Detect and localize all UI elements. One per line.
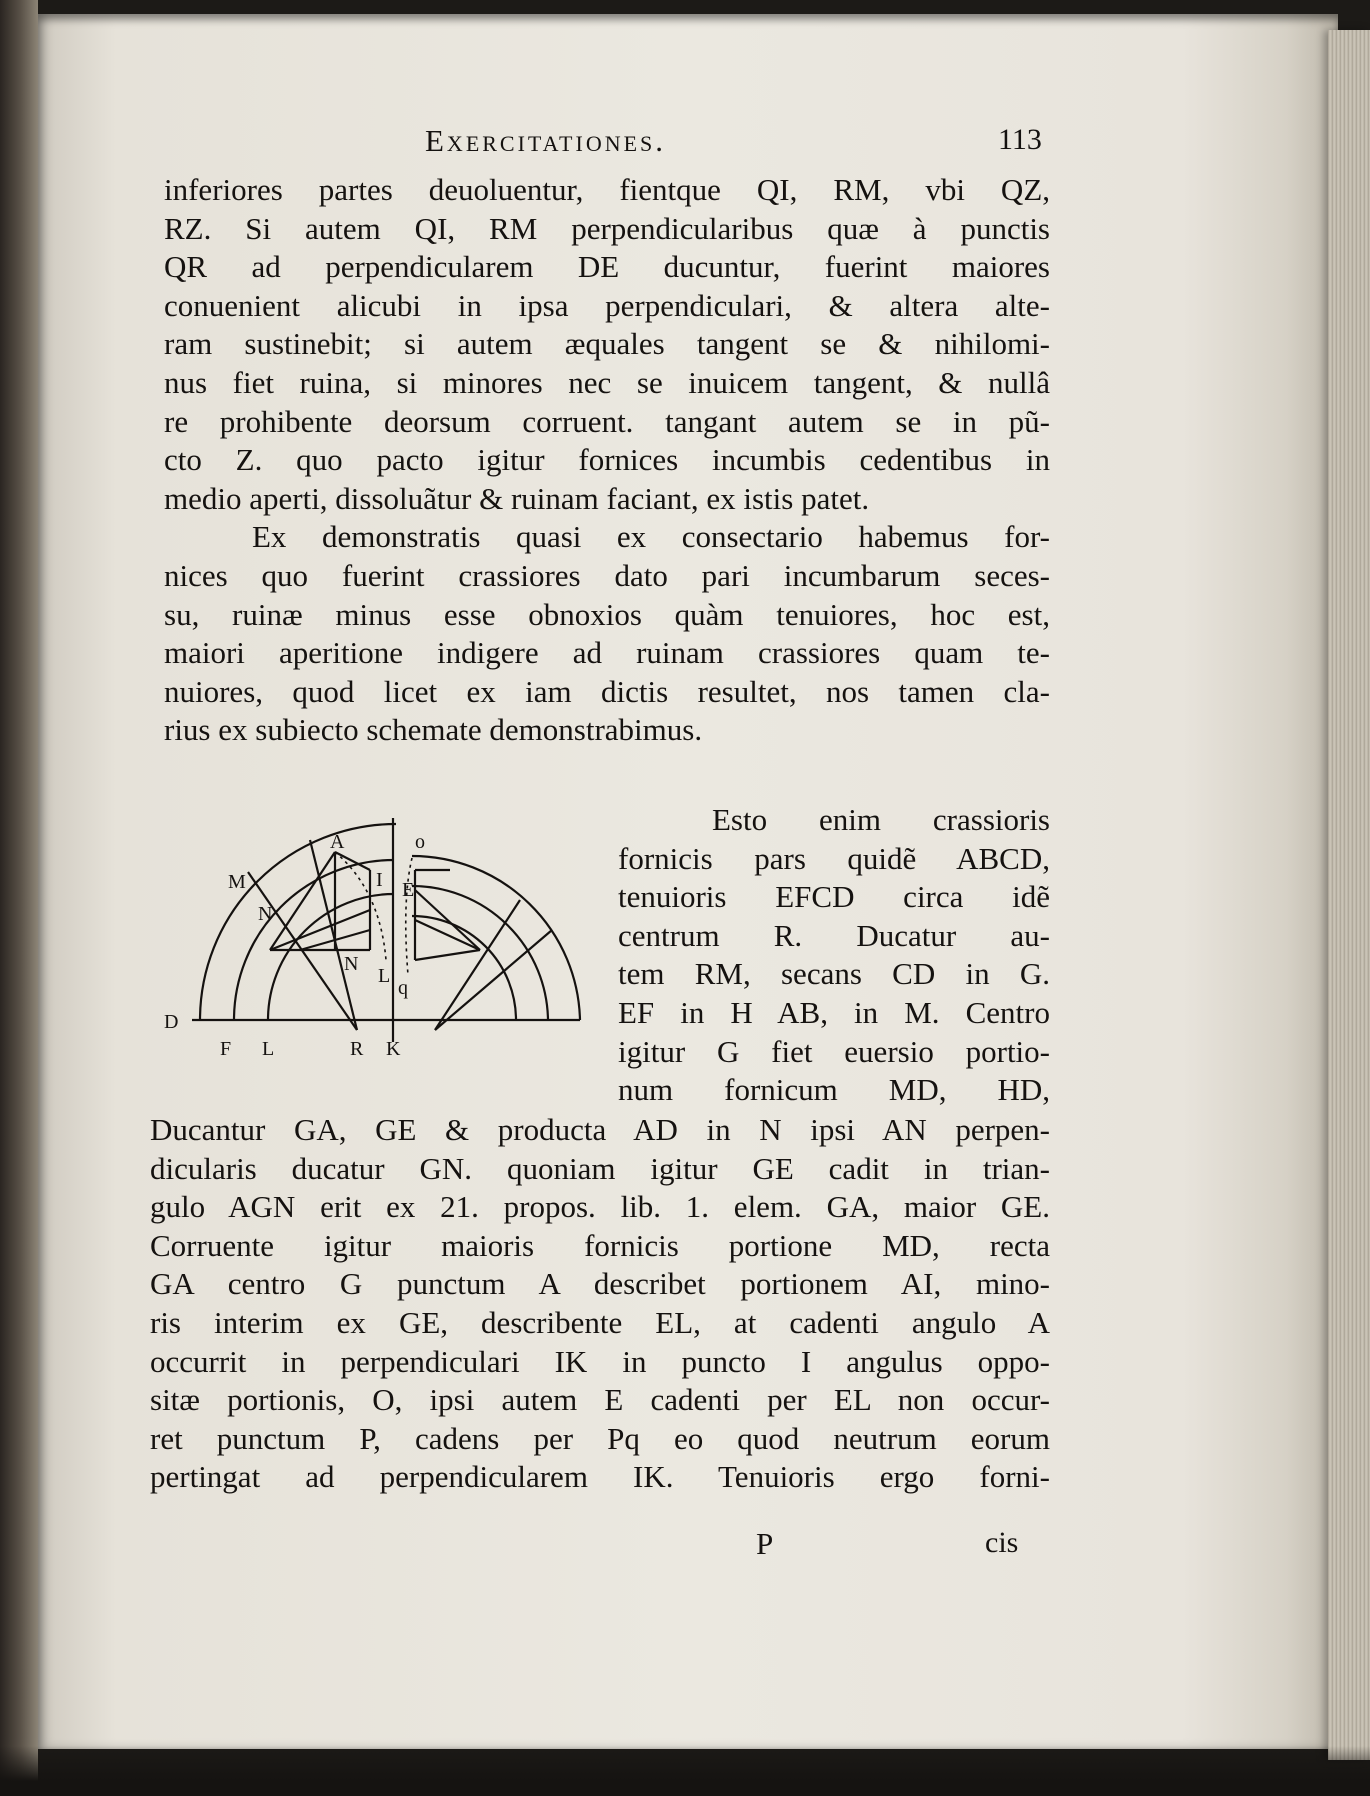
outer-arch-left bbox=[200, 824, 396, 1020]
text-line: QR ad perpendicularem DE ducuntur, fuerint maiores bbox=[164, 249, 1050, 285]
text-line: occurrit in perpendiculari IK in puncto I angulus oppo- bbox=[150, 1343, 1050, 1379]
text-line: medio aperti, dissoluãtur & ruinam faciant, ex istis patet. bbox=[164, 480, 870, 516]
text-line: Ducantur GA, GE & producta AD in N ipsi AN perpen- bbox=[150, 1112, 1050, 1147]
text-line: su, ruinæ minus esse obnoxios quàm tenuiores, hoc est, bbox=[164, 596, 1050, 632]
text-line: ris interim ex GE, describente EL, at cadenti angulo A bbox=[150, 1304, 1050, 1340]
text-line: conuenient alicubi in ipsa perpendiculari, & altera alte- bbox=[164, 287, 1050, 323]
arch-diagram bbox=[150, 810, 600, 1065]
catchword: cis bbox=[985, 1526, 1019, 1559]
text-line: ram sustinebit; si autem æquales tangent se & nihilomi- bbox=[164, 326, 1050, 362]
text-line: Corruente igitur maioris fornicis portione MD, recta bbox=[150, 1227, 1050, 1263]
text-line: nices quo fuerint crassiores dato pari incumbarum seces- bbox=[164, 557, 1050, 593]
text-line: cto Z. quo pacto igitur fornices incumbis cedentibus in bbox=[164, 442, 1050, 478]
scan-bottom-shadow bbox=[0, 1746, 1370, 1796]
label-F: F bbox=[220, 1038, 232, 1060]
label-M: M bbox=[228, 871, 246, 893]
label-I: I bbox=[376, 869, 383, 891]
arch-diagram-svg bbox=[150, 810, 600, 1065]
label-O: o bbox=[415, 831, 425, 853]
text-line: tenuioris EFCD circa idẽ bbox=[618, 879, 1050, 915]
text-line: centrum R. Ducatur au- bbox=[618, 917, 1050, 953]
book-left-edge bbox=[0, 0, 38, 1796]
text-line: inferiores partes deuoluentur, fientque QI, RM, vbi QZ, bbox=[164, 172, 1050, 207]
text-line: GA centro G punctum A describet portionem AI, mino- bbox=[150, 1266, 1050, 1302]
label-L: L bbox=[378, 965, 391, 987]
text-line: tem RM, secans CD in G. bbox=[618, 956, 1050, 992]
text-line: RZ. Si autem QI, RM perpendicularibus quæ à punctis bbox=[164, 210, 1050, 246]
label-K: K bbox=[386, 1038, 401, 1060]
running-head: Exercitationes. bbox=[425, 123, 667, 158]
text-line: ret punctum P, cadens per Pq eo quod neutrum eorum bbox=[150, 1420, 1050, 1456]
label-A: A bbox=[330, 831, 345, 853]
label-E: E bbox=[402, 879, 415, 901]
text-line: rius ex subiecto schemate demonstrabimus. bbox=[164, 712, 703, 748]
paragraph-start-line: Esto enim crassioris bbox=[712, 802, 1050, 837]
text-block-beside-figure bbox=[618, 801, 1050, 1110]
text-block-top bbox=[164, 171, 1050, 750]
signature-mark: P bbox=[756, 1526, 774, 1561]
text-line: maiori aperitione indigere ad ruinam crassiores quam te- bbox=[164, 635, 1050, 671]
text-line: nus fiet ruina, si minores nec se inuicem tangent, & nullâ bbox=[164, 364, 1050, 400]
text-line: dicularis ducatur GN. quoniam igitur GE cadit in trian- bbox=[150, 1150, 1050, 1186]
text-line: EF in H AB, in M. Centro bbox=[618, 994, 1050, 1030]
text-line: gulo AGN erit ex 21. propos. lib. 1. elem. GA, maior GE. bbox=[150, 1189, 1050, 1225]
text-line: pertingat ad perpendicularem IK. Tenuioris ergo forni- bbox=[150, 1459, 1050, 1495]
text-line: num fornicum MD, HD, bbox=[618, 1072, 1050, 1108]
text-block-bottom bbox=[150, 1111, 1050, 1497]
text-line: sitæ portionis, O, ipsi autem E cadenti per EL non occur- bbox=[150, 1382, 1050, 1418]
construction-line bbox=[415, 950, 480, 960]
text-line: igitur G fiet euersio portio- bbox=[618, 1033, 1050, 1069]
text-line: fornicis pars quidẽ ABCD, bbox=[618, 840, 1050, 876]
label-N-small: N bbox=[258, 903, 273, 925]
label-L-bottom: L bbox=[262, 1038, 275, 1060]
dotted-arc-OP bbox=[406, 858, 412, 975]
label-N: N bbox=[344, 953, 359, 975]
label-D: D bbox=[164, 1011, 179, 1033]
label-q: q bbox=[398, 977, 408, 999]
inner-arch-left bbox=[268, 894, 394, 1020]
text-line: re prohibente deorsum corruent. tangant autem se in pũ- bbox=[164, 403, 1050, 439]
radial-line bbox=[435, 930, 552, 1030]
label-R: R bbox=[350, 1038, 364, 1060]
text-line: nuiores, quod licet ex iam dictis resultet, nos tamen cla- bbox=[164, 673, 1050, 709]
paragraph-start-line: Ex demonstratis quasi ex consectario habemus for- bbox=[252, 519, 1050, 555]
page-stack-edge bbox=[1328, 30, 1370, 1760]
page-number: 113 bbox=[998, 123, 1042, 156]
construction-line bbox=[335, 852, 370, 870]
